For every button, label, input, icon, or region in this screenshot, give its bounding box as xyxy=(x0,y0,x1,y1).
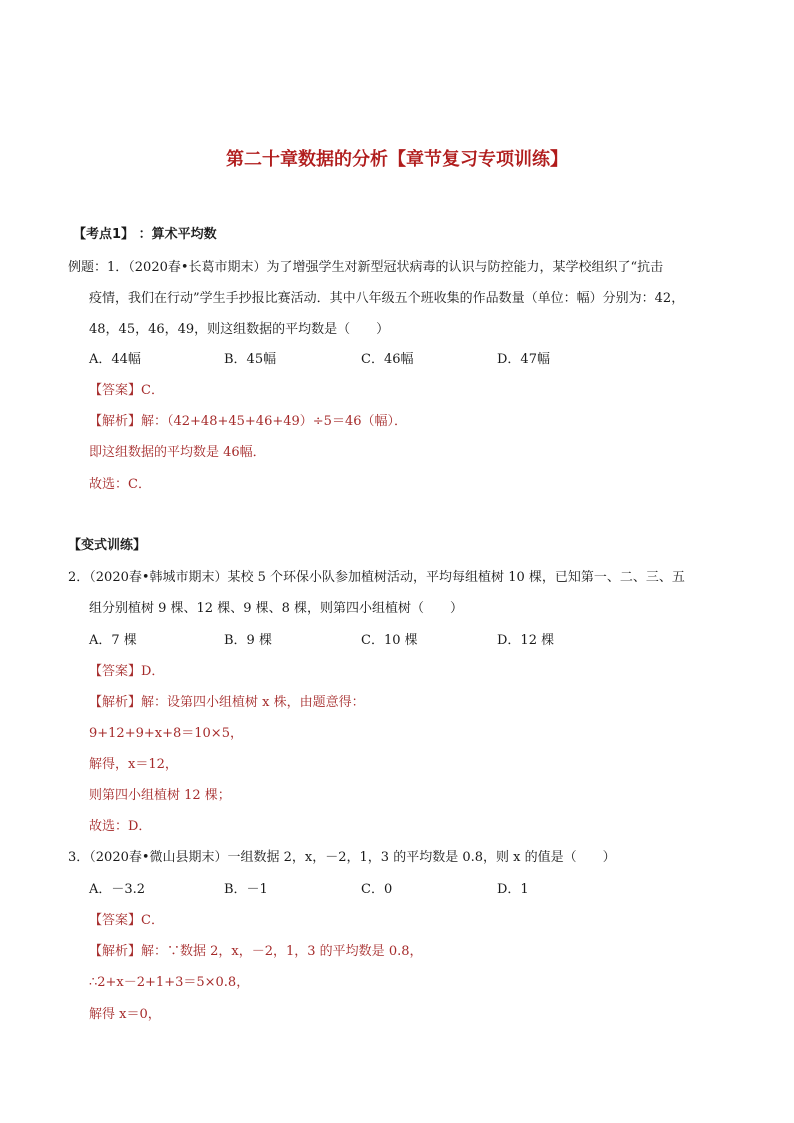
question-1-option-b: B．45幅 xyxy=(224,352,277,367)
question-3-option-a: A．－3.2 xyxy=(89,882,146,897)
question-2-option-c: C．10 棵 xyxy=(361,633,418,648)
page-title: 第二十章数据的分析【章节复习专项训练】 xyxy=(226,149,568,170)
question-1-line-3: 48，45，46，49，则这组数据的平均数是（ ） xyxy=(89,322,390,337)
question-1-option-d: D．47幅 xyxy=(497,352,550,367)
question-1-analysis-1: 【解析】解：（42+48+45+46+49）÷5＝46（幅）． xyxy=(89,414,407,429)
question-2-line-1: 2．（2020春•韩城市期末）某校 5 个环保小队参加植树活动，平均每组植树 10 棵，已知第一、二、三、五 xyxy=(68,570,685,585)
question-2-analysis-2: 9+12+9+x+8＝10×5， xyxy=(89,726,243,741)
question-3-analysis-3: 解得 x＝0， xyxy=(89,1007,161,1022)
question-3-analysis-2: ∴2+x－2+1+3＝5×0.8， xyxy=(89,975,250,990)
question-2-answer: 【答案】D． xyxy=(89,664,165,679)
question-1-answer: 【答案】C． xyxy=(89,383,164,398)
question-2-analysis-3: 解得，x＝12， xyxy=(89,757,178,772)
question-3-analysis-1: 【解析】解：∵数据 2，x，－2，1，3 的平均数是 0.8， xyxy=(89,944,423,959)
question-1-analysis-3: 故选：C． xyxy=(89,477,151,492)
question-3-option-d: D．1 xyxy=(497,882,529,897)
question-1-analysis-2: 即这组数据的平均数是 46幅． xyxy=(89,445,266,460)
question-2-option-d: D．12 棵 xyxy=(497,633,555,648)
question-1-line-2: 疫情，我们在行动”学生手抄报比赛活动．其中八年级五个班收集的作品数量（单位：幅）分别为：42， xyxy=(89,291,685,306)
question-3-option-c: C．0 xyxy=(361,882,393,897)
question-2-analysis-5: 故选：D． xyxy=(89,819,152,834)
question-1-option-a: A．44幅 xyxy=(89,352,141,367)
question-2-option-b: B．9 棵 xyxy=(224,633,272,648)
question-2-analysis-1: 【解析】解：设第四小组植树 x 株，由题意得： xyxy=(89,695,365,710)
question-3-option-b: B．－1 xyxy=(224,882,268,897)
question-2-analysis-4: 则第四小组植树 12 棵； xyxy=(89,788,231,803)
section-heading-mean: 【考点1】 ：算术平均数 xyxy=(73,227,217,242)
question-3-answer: 【答案】C． xyxy=(89,913,164,928)
section-heading-practice: 【变式训练】 xyxy=(68,538,147,553)
question-3-line-1: 3．（2020春•微山县期末）一组数据 2，x，－2，1，3 的平均数是 0.8，则 x 的值是（ ） xyxy=(68,850,616,865)
question-1-option-c: C．46幅 xyxy=(361,352,414,367)
question-1-line-1: 例题：1．（2020春•长葛市期末）为了增强学生对新型冠状病毒的认识与防控能力，某学校组织了“抗击 xyxy=(68,260,664,275)
question-2-line-2: 组分别植树 9 棵、12 棵、9 棵、8 棵，则第四小组植树（ ） xyxy=(89,601,464,616)
question-2-option-a: A．7 棵 xyxy=(89,633,137,648)
